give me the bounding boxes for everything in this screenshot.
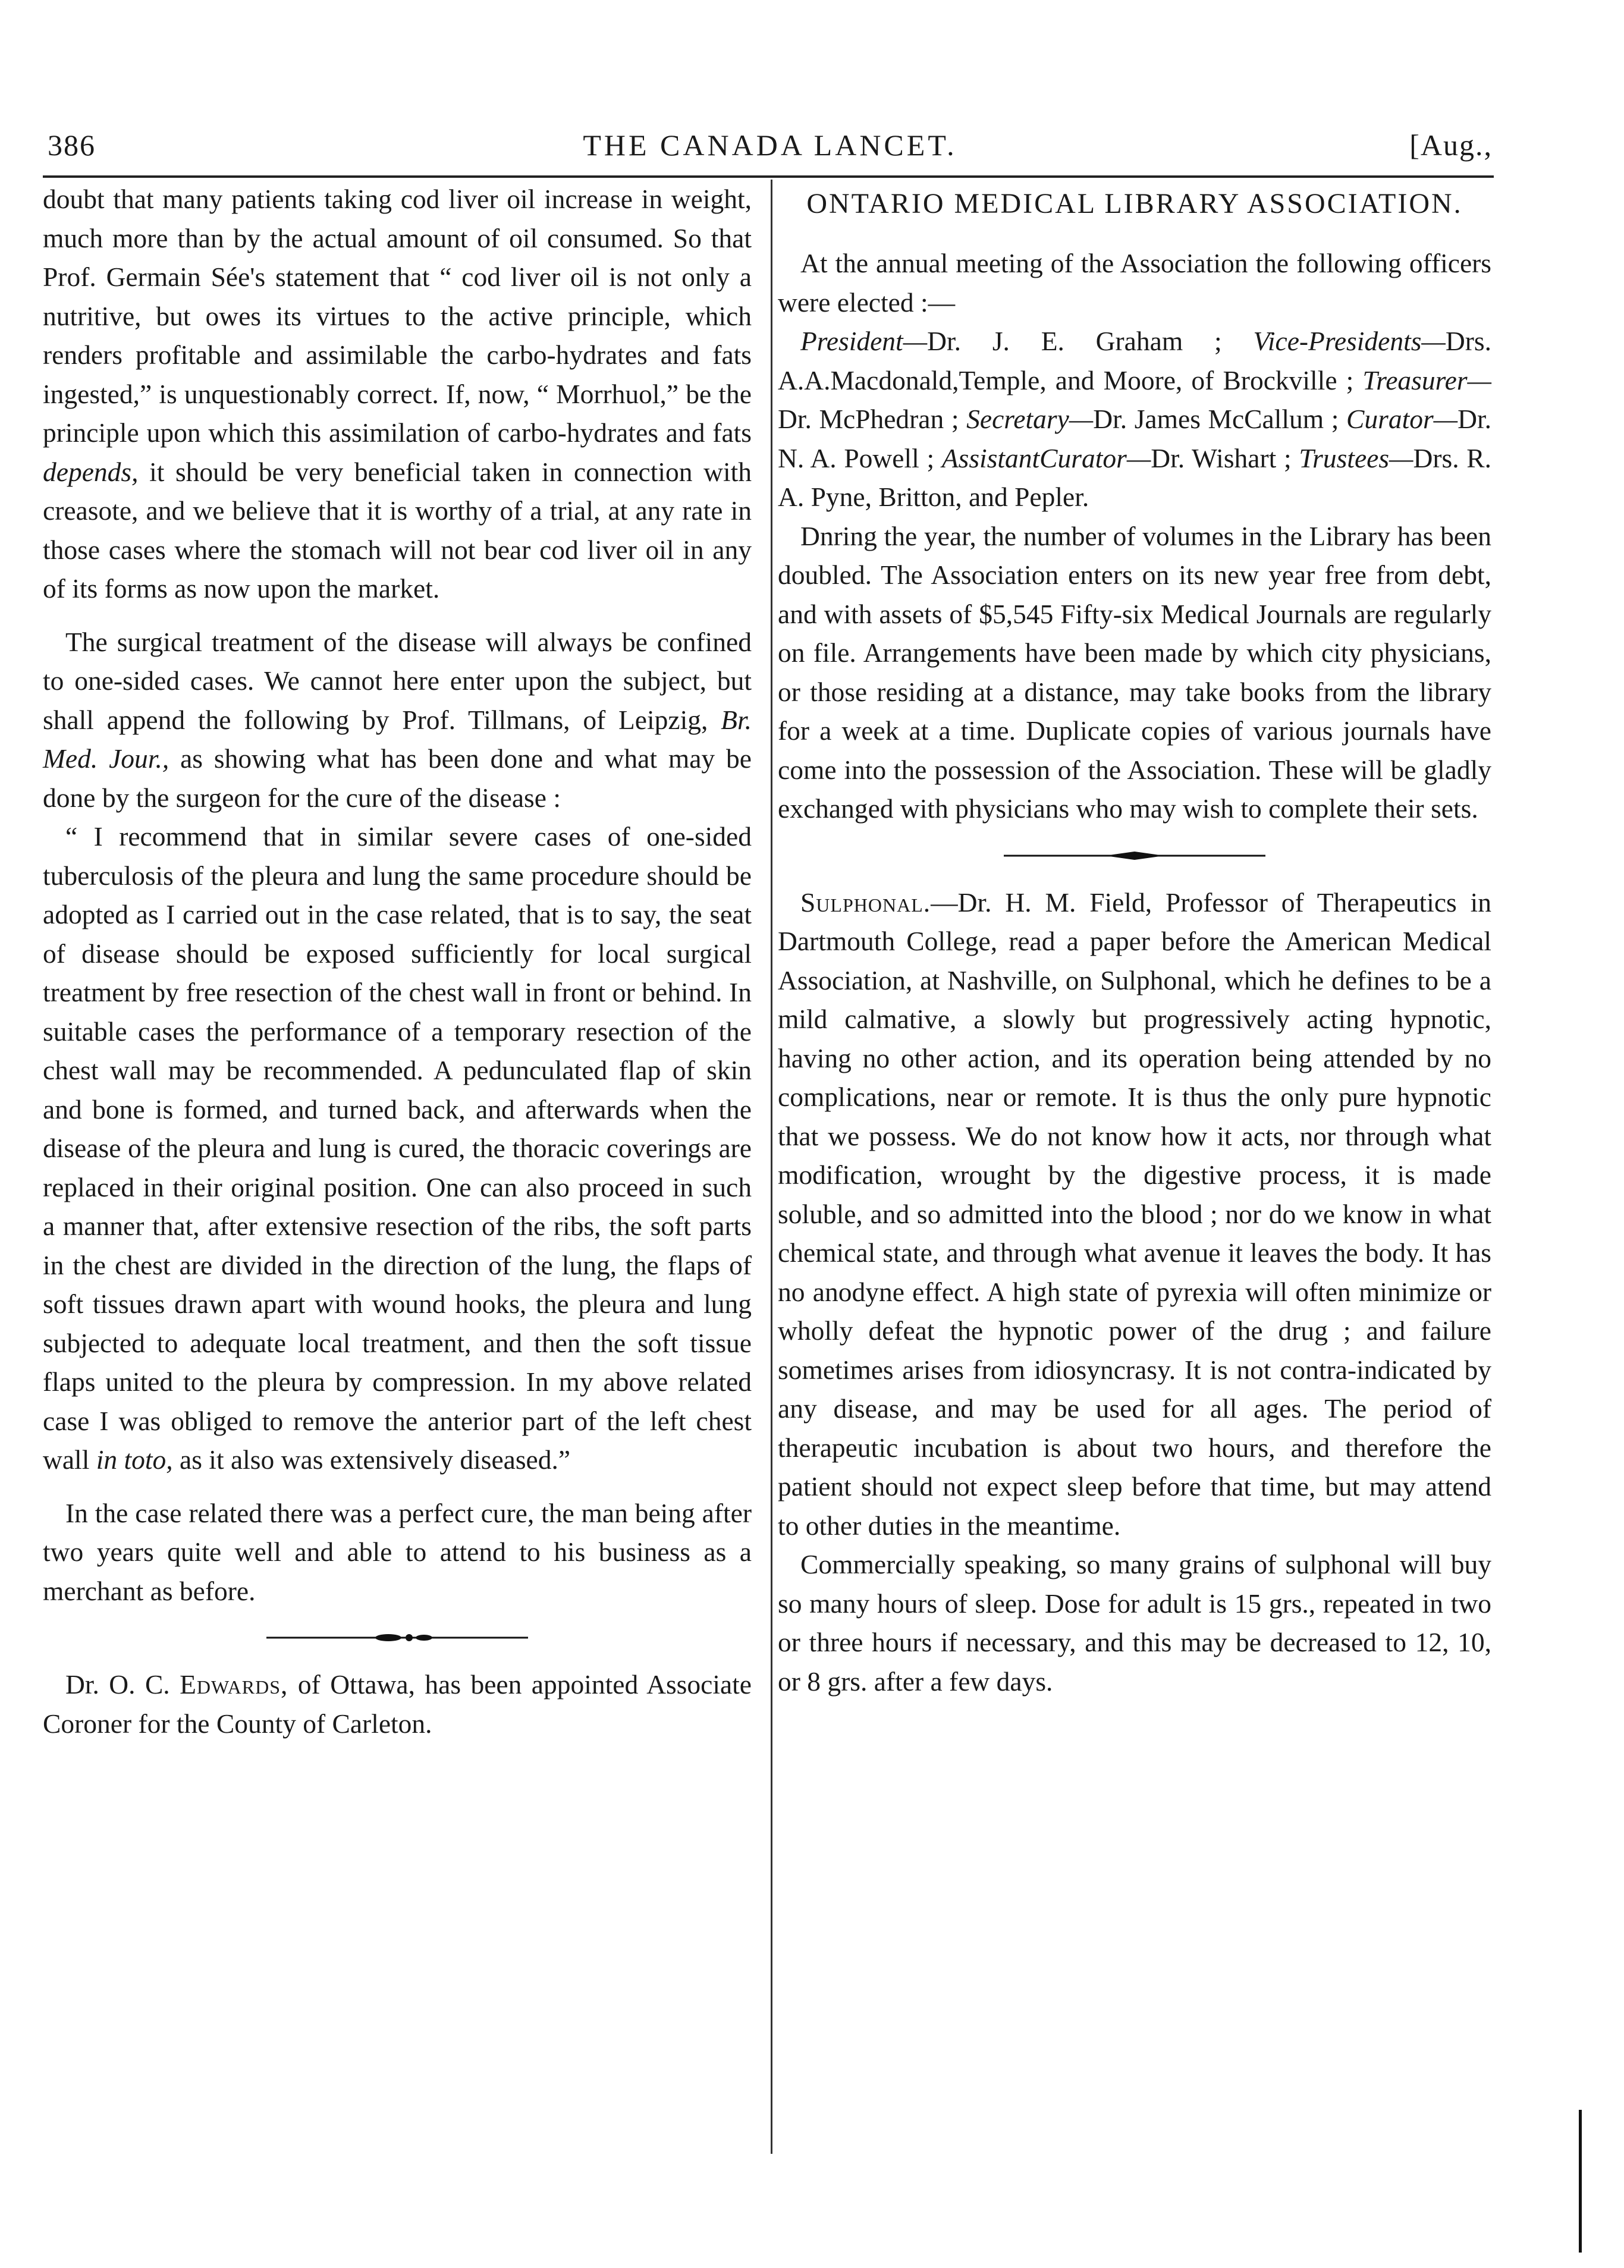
column-divider	[771, 180, 772, 2154]
issue-month: [Aug.,	[1409, 128, 1493, 162]
right-column	[778, 180, 1491, 1701]
case-outcome-paragraph: In the case related there was a perfect cure, the man being after two years quite well and able to attend to his business as a merchant as before.	[43, 1497, 752, 1606]
cod-liver-oil-paragraph: doubt that many patients taking cod liver oil increase in weight, much more than by the actual amount of oil consumed. So that Prof. Germain Sée's statement that “ cod liver oil is not only a nutritive, but owes its virtues to the active principle, which renders profitable and assimilable the carbo-hydrates and fats ingested,” is unquestionably correct. If, now, “ Morrhuol,” be the principle upon which this assimilation of carbo-hydrates and fats depends, it should be very beneficial taken in connection with creasote, and we believe that it is worthy of a trial, at any rate in those cases where the stomach will not bear cod liver oil in any of its forms as now upon the market.	[43, 184, 752, 604]
section-heading-library-association: ONTARIO MEDICAL LIBRARY ASSOCIATION.	[806, 188, 1463, 219]
commercial-paragraph: Commercially speaking, so many grains of sulphonal will buy so many hours of sleep. Dose for adult is 15 grs., repeated in two or three hours if necessary, and this may be decreased to 12, 10, or 8 grs. after a few days.	[778, 1549, 1491, 1697]
officers-list: President—Dr. J. E. Graham ; Vice-Presidents—Drs. A.A.Macdonald,Temple, and Moore, of Brockville ; Treasurer—Dr. McPhedran ; Secretary—Dr. James McCallum ; Curator—Dr. N. A. Powell ; AssistantCurator—Dr. Wishart ; Trustees—Drs. R. A. Pyne, Britton, and Pepler.	[778, 326, 1492, 512]
emphasis-in-toto: in toto,	[96, 1444, 173, 1475]
meeting-intro: At the annual meeting of the Association the following officers were elected :—	[778, 248, 1491, 318]
page-number: 386	[48, 128, 96, 162]
page-edge-bracket	[1579, 2110, 1588, 2253]
running-header	[48, 128, 1493, 169]
surgical-treatment-paragraph: The surgical treatment of the disease will always be confined to one-sided cases. We cannot here enter upon the subject, but shall append the following by Prof. Tillmans, of Leipzig, Br. Med. Jour., as showing what has been done and what may be done by the surgeon for the cure of the disease :	[43, 626, 752, 813]
edwards-notice: Dr. O. C. Edwards, of Ottawa, has been appointed Associate Coroner for the County of Carleton.	[43, 1669, 752, 1739]
section-divider-ornament	[266, 1626, 528, 1650]
sulphonal-heading: Sulphonal.	[800, 887, 931, 918]
journal-title: THE CANADA LANCET.	[583, 128, 957, 162]
library-report: Dnring the year, the number of volumes in the Library has been doubled. The Association enters on its new year free from debt, and with assets of $5,545 Fifty-six Medical Journals are regularly on file. Arrangements have been made by which city physicians, or those residing at a distance, may take books from the library for a week at a time. Duplicate copies of various journals have come into the possession of the Association. These will be gladly exchanged with physicians who may wish to complete their sets.	[778, 520, 1491, 824]
sulphonal-paragraph: Sulphonal.—Dr. H. M. Field, Professor of Therapeutics in Dartmouth College, read a paper before the American Medical Association, at Nashville, on Sulphonal, which he defines to be a mild calmative, a slowly but progressively acting hypnotic, having no other action, and its operation being attended by no complications, near or remote. It is thus the only pure hypnotic that we possess. We do not know how it acts, nor through what modification, wrought by the digestive process, it is made soluble, and so admitted into the blood ; nor do we know in what chemical state, and through what avenue it leaves the body. It has no anodyne effect. A high state of pyrexia will often minimize or wholly defeat the hypnotic power of the drug ; and failure sometimes arises from idiosyncrasy. It is not contra-indicated by any disease, and may be used for all ages. The period of therapeutic incubation is about two hours, and therefore the patient should not expect sleep before that time, but may attend to other duties in the meantime.	[778, 887, 1491, 1541]
header-rule	[43, 175, 1494, 178]
citation-journal: Br. Med. Jour.,	[43, 704, 752, 774]
notice-name: Edwards,	[180, 1669, 288, 1700]
tillmans-quote: “ I recommend that in similar severe cases of one-sided tuberculosis of the pleura and lung the same procedure should be adopted as I carried out in the case related, that is to say, the seat of disease should be exposed sufficiently for local surgical treatment by free resection of the chest wall in front or behind. In suitable cases the performance of a temporary resection of the chest wall may be recommended. A pedunculated flap of skin and bone is formed, and turned back, and afterwards when the disease of the pleura and lung is cured, the thoracic coverings are replaced in their original position. One can also proceed in such a manner that, after extensive resection of the ribs, the soft parts in the chest are divided in the direction of the lung, the flaps of soft tissues drawn apart with wound hooks, the pleura and lung subjected to adequate local treatment, and then the soft tissue flaps united to the pleura by compression. In my above related case I was obliged to remove the anterior part of the left chest wall in toto, as it also was extensively diseased.”	[43, 821, 752, 1475]
section-divider-ornament	[1004, 844, 1265, 868]
emphasis-depends: depends,	[43, 456, 139, 487]
left-column	[43, 180, 752, 1743]
